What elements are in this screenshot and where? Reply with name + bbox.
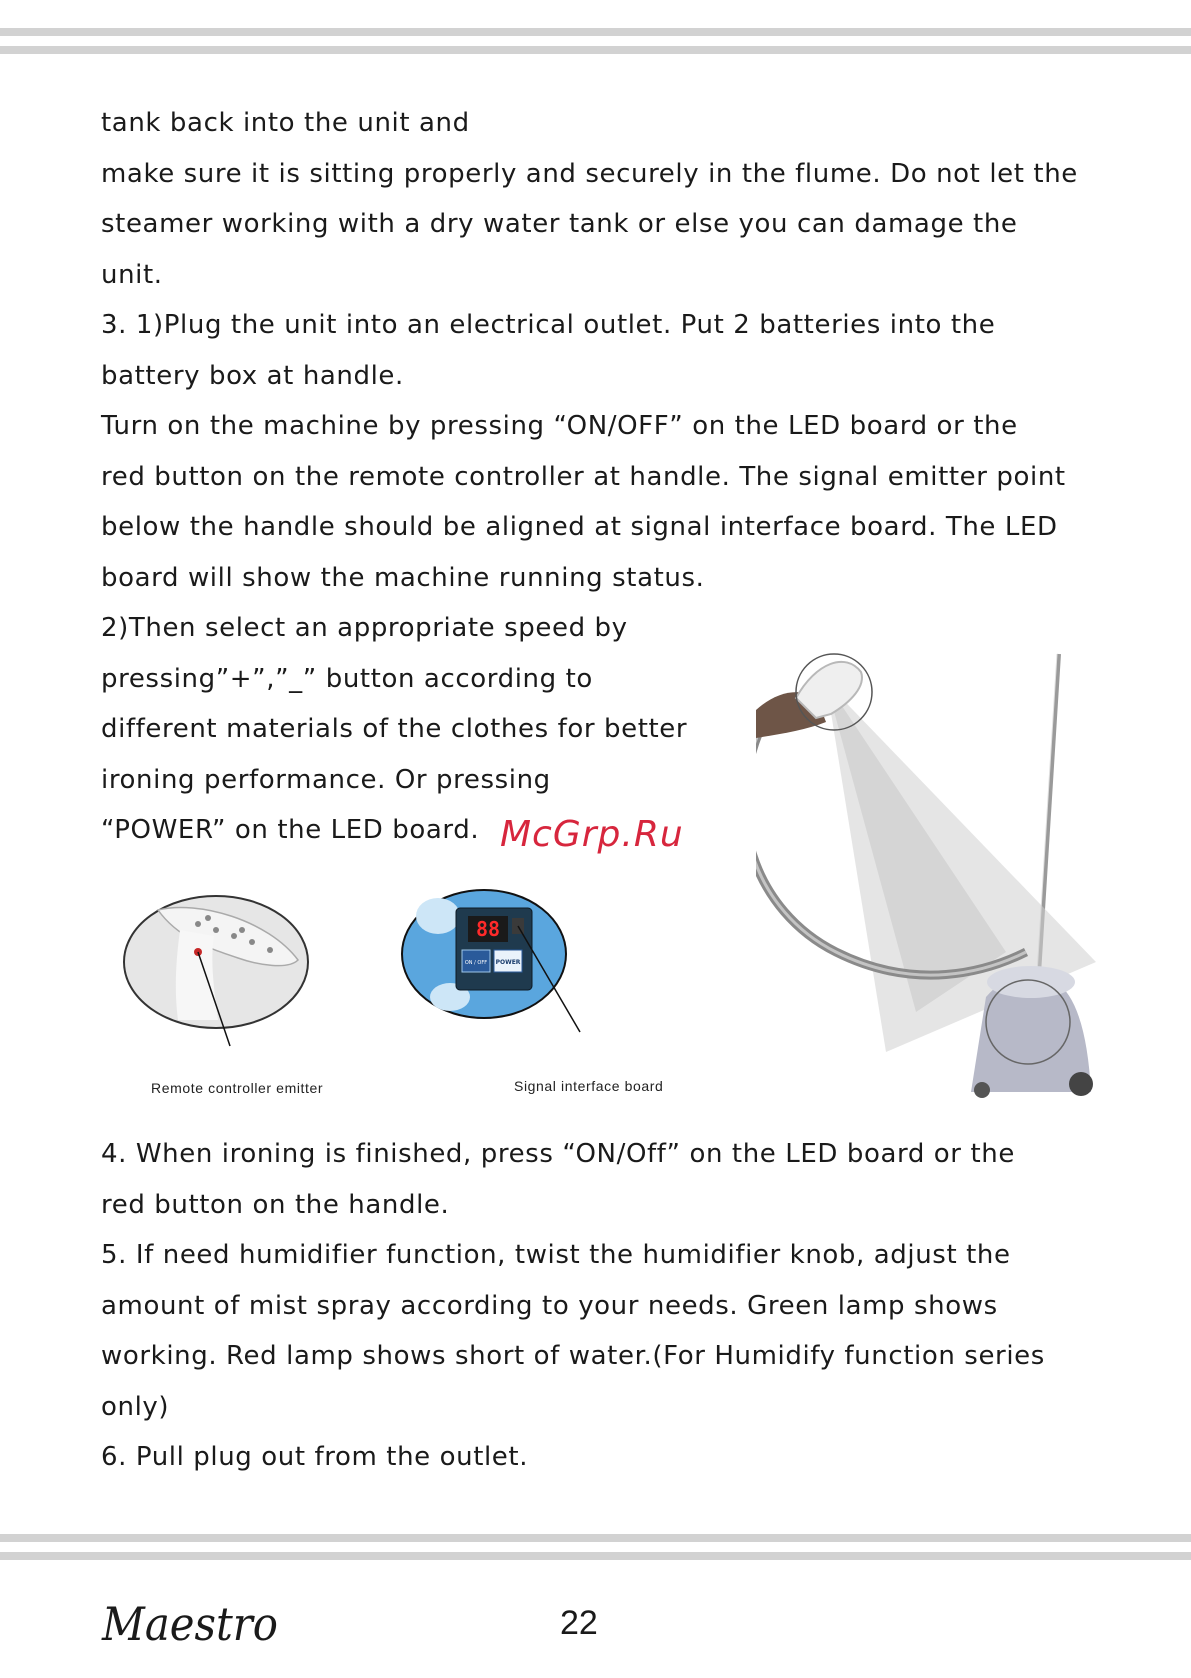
text-line: red button on the remote controller at handle. The signal emitter point <box>101 461 1066 492</box>
page-number: 22 <box>560 1604 598 1642</box>
text-line: below the handle should be aligned at signal interface board. The LED <box>101 512 1058 542</box>
text-line: 2)Then select an appropriate speed by <box>101 613 628 643</box>
text-line: battery box at handle. <box>101 360 404 391</box>
text-line: make sure it is sitting properly and securely in the flume. Do not let the <box>101 158 1078 189</box>
watermark: McGrp.Ru <box>500 814 684 855</box>
text-line: 4. When ironing is finished, press “ON/Off” on the LED board or the <box>101 1139 1015 1169</box>
brand-logo-text: Maestro <box>101 1597 279 1651</box>
text-line: ironing performance. Or pressing <box>101 764 551 795</box>
signal-interface-caption: Signal interface board <box>514 1078 664 1094</box>
bottom-rule-1 <box>0 1534 1191 1542</box>
top-rule-1 <box>0 28 1191 36</box>
text-line: 3. 1)Plug the unit into an electrical outlet. Put 2 batteries into the <box>101 310 996 340</box>
remote-controller-caption: Remote controller emitter <box>151 1080 324 1096</box>
instructions-bottom <box>101 1129 1045 1483</box>
text-line: working. Red lamp shows short of water.(For Humidify function series <box>101 1341 1045 1371</box>
remote-controller-figure <box>118 890 328 1080</box>
text-line: unit. <box>101 259 163 290</box>
maestro-logo <box>98 1588 288 1658</box>
text-line: steamer working with a dry water tank or else you can damage the <box>101 209 1018 239</box>
text-line: Turn on the machine by pressing “ON/OFF” on the LED board or the <box>101 411 1018 441</box>
power-key-label: POWER <box>495 959 521 966</box>
text-line: 6. Pull plug out from the outlet. <box>101 1442 529 1472</box>
text-line: only) <box>101 1391 170 1422</box>
text-line: “POWER” on the LED board. <box>101 815 480 845</box>
steamer-illustration <box>756 652 1112 1102</box>
text-line: board will show the machine running status. <box>101 562 705 593</box>
text-line: pressing”+”,”_” button according to <box>101 663 593 694</box>
bottom-rule-2 <box>0 1552 1191 1560</box>
top-rule-2 <box>0 46 1191 54</box>
on-off-key-label: ON / OFF <box>464 960 488 966</box>
text-line: amount of mist spray according to your needs. Green lamp shows <box>101 1290 998 1321</box>
led-digits: 88 <box>475 917 501 941</box>
text-line: tank back into the unit and <box>101 108 470 138</box>
text-line: 5. If need humidifier function, twist the humidifier knob, adjust the <box>101 1240 1011 1270</box>
signal-interface-figure <box>398 882 604 1082</box>
text-line: red button on the handle. <box>101 1189 450 1220</box>
text-line: different materials of the clothes for better <box>101 714 688 744</box>
